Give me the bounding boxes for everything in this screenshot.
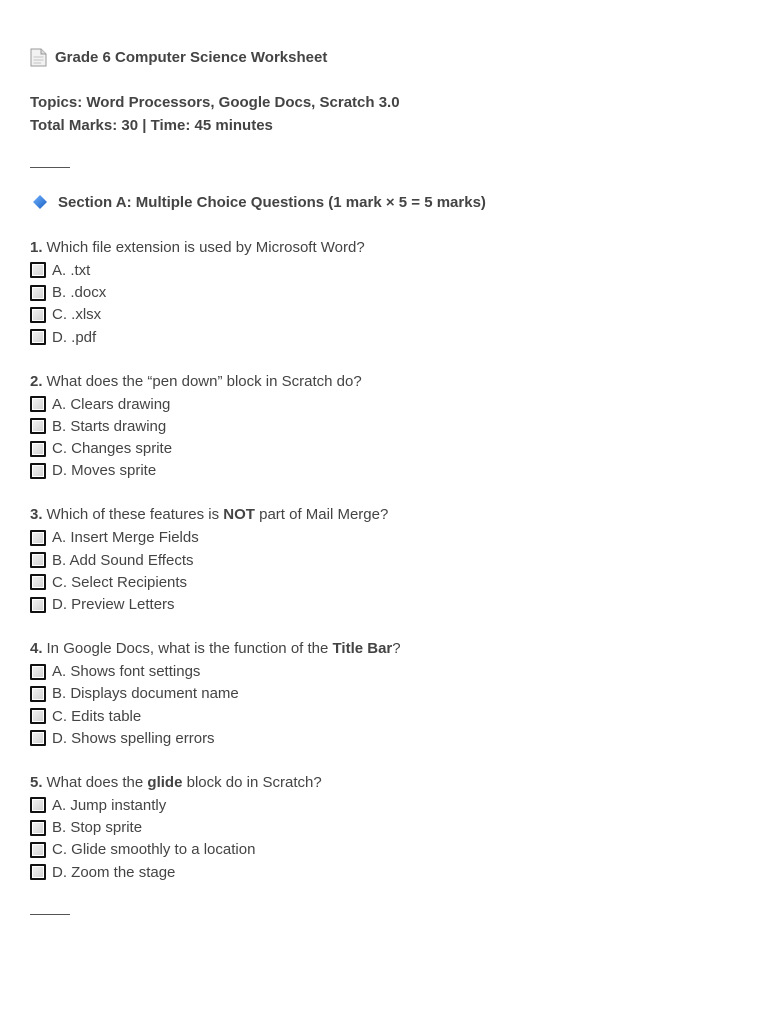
question-stem bbox=[30, 237, 730, 259]
blue-diamond-icon bbox=[32, 194, 48, 210]
question-number: 3. bbox=[30, 506, 43, 524]
answer-option[interactable] bbox=[30, 527, 730, 549]
answer-option-label: B. Starts drawing bbox=[52, 417, 167, 435]
answer-option-label: D. .pdf bbox=[52, 328, 97, 346]
answer-option-label: C. .xlsx bbox=[52, 306, 102, 324]
question-stem bbox=[30, 638, 730, 660]
answer-option[interactable] bbox=[30, 727, 730, 749]
question-text: NOT bbox=[223, 506, 255, 524]
question-list bbox=[30, 237, 730, 906]
answer-option[interactable] bbox=[30, 683, 730, 705]
answer-option[interactable] bbox=[30, 259, 730, 281]
question-text: Title Bar bbox=[332, 640, 393, 658]
worksheet-page bbox=[30, 44, 730, 915]
answer-option-label: B. Add Sound Effects bbox=[52, 551, 194, 569]
section-a-title: Section A: Multiple Choice Questions (1 mark × 5 = 5 marks) bbox=[58, 193, 486, 211]
answer-option-label: B. Stop sprite bbox=[52, 819, 143, 837]
answer-option[interactable] bbox=[30, 839, 730, 861]
answer-option-label: A. Jump instantly bbox=[52, 796, 167, 814]
question-text: In Google Docs, what is the function of the bbox=[46, 640, 333, 658]
answer-option[interactable] bbox=[30, 304, 730, 326]
answer-option-label: C. Edits table bbox=[52, 707, 142, 725]
answer-option[interactable] bbox=[30, 281, 730, 303]
checkbox-icon[interactable] bbox=[30, 418, 46, 434]
question-text: glide bbox=[147, 773, 183, 791]
answer-option[interactable] bbox=[30, 393, 730, 415]
checkbox-icon[interactable] bbox=[30, 797, 46, 813]
answer-option-label: A. Clears drawing bbox=[52, 395, 171, 413]
question-stem bbox=[30, 504, 730, 526]
answer-option-label: B. .docx bbox=[52, 284, 107, 302]
worksheet-title: Grade 6 Computer Science Worksheet bbox=[55, 48, 328, 66]
worksheet-title-row bbox=[30, 44, 730, 70]
answer-option[interactable] bbox=[30, 571, 730, 593]
answer-option[interactable] bbox=[30, 817, 730, 839]
question-2 bbox=[30, 371, 730, 505]
answer-option-label: A. .txt bbox=[52, 261, 91, 279]
answer-option[interactable] bbox=[30, 660, 730, 682]
question-4 bbox=[30, 638, 730, 772]
checkbox-icon[interactable] bbox=[30, 842, 46, 858]
question-text: What does the bbox=[46, 773, 148, 791]
answer-option-label: D. Zoom the stage bbox=[52, 863, 176, 881]
marks-time-line: Total Marks: 30 | Time: 45 minutes bbox=[30, 116, 273, 134]
answer-option[interactable] bbox=[30, 594, 730, 616]
answer-option[interactable] bbox=[30, 460, 730, 482]
checkbox-icon[interactable] bbox=[30, 530, 46, 546]
answer-option-label: D. Preview Letters bbox=[52, 596, 175, 614]
checkbox-icon[interactable] bbox=[30, 463, 46, 479]
answer-option[interactable] bbox=[30, 794, 730, 816]
answer-option[interactable] bbox=[30, 861, 730, 883]
question-text: What does the “pen down” block in Scratch do? bbox=[46, 372, 362, 390]
question-number: 5. bbox=[30, 773, 43, 791]
topics-line: Topics: Word Processors, Google Docs, Scratch 3.0 bbox=[30, 94, 400, 112]
question-text: part of Mail Merge? bbox=[254, 506, 389, 524]
document-icon bbox=[30, 48, 47, 67]
checkbox-icon[interactable] bbox=[30, 552, 46, 568]
answer-option-label: D. Moves sprite bbox=[52, 462, 157, 480]
section-a-heading bbox=[30, 190, 730, 214]
checkbox-icon[interactable] bbox=[30, 664, 46, 680]
answer-option-label: C. Glide smoothly to a location bbox=[52, 841, 256, 859]
answer-option[interactable] bbox=[30, 549, 730, 571]
checkbox-icon[interactable] bbox=[30, 396, 46, 412]
checkbox-icon[interactable] bbox=[30, 285, 46, 301]
question-text: Which file extension is used by Microsoft Word? bbox=[46, 238, 365, 256]
question-stem bbox=[30, 371, 730, 393]
question-text: ? bbox=[392, 640, 401, 658]
question-1 bbox=[30, 237, 730, 371]
checkbox-icon[interactable] bbox=[30, 597, 46, 613]
checkbox-icon[interactable] bbox=[30, 864, 46, 880]
answer-option-label: A. Insert Merge Fields bbox=[52, 529, 199, 547]
question-3 bbox=[30, 504, 730, 638]
answer-option[interactable] bbox=[30, 705, 730, 727]
question-number: 2. bbox=[30, 372, 43, 390]
answer-option[interactable] bbox=[30, 326, 730, 348]
question-number: 4. bbox=[30, 640, 43, 658]
question-5 bbox=[30, 772, 730, 906]
question-number: 1. bbox=[30, 238, 43, 256]
answer-option-label: D. Shows spelling errors bbox=[52, 729, 215, 747]
answer-option-label: C. Select Recipients bbox=[52, 573, 188, 591]
question-text: Which of these features is bbox=[46, 506, 224, 524]
answer-option[interactable] bbox=[30, 437, 730, 459]
answer-option-label: B. Displays document name bbox=[52, 685, 239, 703]
checkbox-icon[interactable] bbox=[30, 441, 46, 457]
horizontal-rule-bottom bbox=[30, 914, 70, 915]
checkbox-icon[interactable] bbox=[30, 307, 46, 323]
answer-option[interactable] bbox=[30, 415, 730, 437]
checkbox-icon[interactable] bbox=[30, 262, 46, 278]
checkbox-icon[interactable] bbox=[30, 730, 46, 746]
question-stem bbox=[30, 772, 730, 794]
checkbox-icon[interactable] bbox=[30, 686, 46, 702]
answer-option-label: A. Shows font settings bbox=[52, 663, 201, 681]
question-text: block do in Scratch? bbox=[182, 773, 322, 791]
checkbox-icon[interactable] bbox=[30, 329, 46, 345]
checkbox-icon[interactable] bbox=[30, 820, 46, 836]
checkbox-icon[interactable] bbox=[30, 708, 46, 724]
answer-option-label: C. Changes sprite bbox=[52, 440, 173, 458]
checkbox-icon[interactable] bbox=[30, 574, 46, 590]
